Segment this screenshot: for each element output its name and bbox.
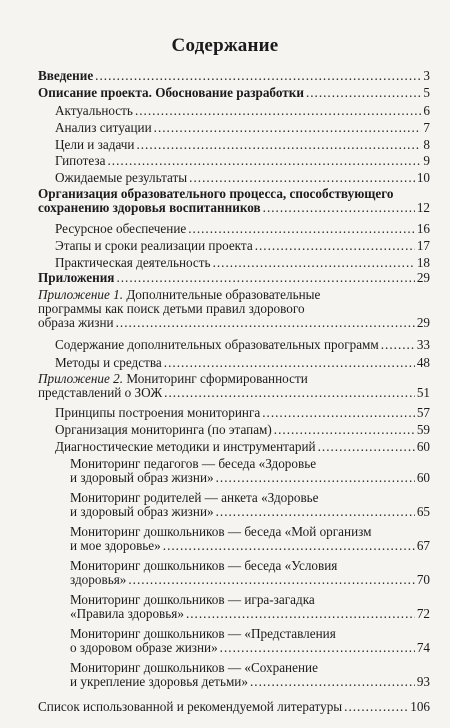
toc-entry-diagnostic-methods[interactable]: Диагностические методики и инструментарий ..... 60: [55, 440, 430, 454]
toc-entry-preschool-riddle[interactable]: Мониторинг дошкольников — игра-загадка «Правила здоровья» ..... 72: [70, 593, 430, 621]
page-number: 70: [416, 572, 430, 587]
toc-entry-methods[interactable]: Методы и средства ..... 48: [55, 356, 430, 370]
page-number: 8: [423, 137, 430, 152]
toc-entry-project-description[interactable]: Описание проекта. Обоснование разработки ..... 5: [38, 86, 430, 100]
page-number: 33: [416, 337, 430, 352]
page-number: 65: [416, 504, 430, 519]
toc-entry-preschool-preservation[interactable]: Мониторинг дошкольников — «Сохранение и укрепление здоровья детьми» ..... 93: [70, 661, 430, 689]
toc-entry-preschool-organism[interactable]: Мониторинг дошкольников — беседа «Мой организм и мое здоровье» ..... 67: [70, 525, 430, 553]
page-number: 74: [416, 640, 430, 655]
page-number: 9: [423, 153, 430, 168]
page-number: 6: [423, 103, 430, 118]
page-number: 29: [416, 270, 430, 285]
page-number: 51: [416, 385, 430, 400]
page-number: 3: [423, 68, 430, 83]
page-number: 60: [416, 439, 430, 454]
page-number: 93: [416, 674, 430, 689]
page-number: 57: [416, 405, 430, 420]
toc-entry-monitoring-organization[interactable]: Организация мониторинга (по этапам) ..... 59: [55, 423, 430, 437]
page-number: 5: [423, 85, 430, 100]
page-number: 67: [416, 538, 430, 553]
toc-entry-practice[interactable]: Практическая деятельность ..... 18: [55, 256, 430, 270]
toc-entry-expected-results[interactable]: Ожидаемые результаты ..... 10: [55, 171, 430, 185]
page-number: 10: [416, 170, 430, 185]
toc-entry-preschool-ideas[interactable]: Мониторинг дошкольников — «Представления о здоровом образе жизни» ..... 74: [70, 627, 430, 655]
toc-entry-goals[interactable]: Цели и задачи ..... 8: [55, 138, 430, 152]
page-number: 12: [416, 200, 430, 215]
toc-entry-teachers-monitoring[interactable]: Мониторинг педагогов — беседа «Здоровье и здоровый образ жизни» ..... 60: [70, 457, 430, 485]
page-number: 16: [416, 221, 430, 236]
toc-entry-hypothesis[interactable]: Гипотеза ..... 9: [55, 154, 430, 168]
toc-entry-appendix-2[interactable]: Приложение 2. Мониторинг сформированности представлений о ЗОЖ ..... 51: [38, 372, 430, 400]
page-number: 18: [416, 255, 430, 270]
toc-entry-stages[interactable]: Этапы и сроки реализации проекта ..... 17: [55, 239, 430, 253]
toc-entry-intro[interactable]: Введение ..... 3: [38, 69, 430, 83]
page-number: 72: [416, 606, 430, 621]
page-number: 60: [416, 470, 430, 485]
page-number: 17: [416, 238, 430, 253]
page-number: 7: [423, 120, 430, 135]
toc-entry-additional-programs[interactable]: Содержание дополнительных образовательных программ ..... 33: [55, 338, 430, 352]
toc-entry-appendix-1[interactable]: Приложение 1. Дополнительные образовательные программы как поиск детьми правил здорового образа жизни ..... 29: [38, 288, 430, 330]
toc-entry-parents-monitoring[interactable]: Мониторинг родителей — анкета «Здоровье и здоровый образ жизни» ..... 65: [70, 491, 430, 519]
toc-entry-resources[interactable]: Ресурсное обеспечение ..... 16: [55, 222, 430, 236]
page-number: 59: [416, 422, 430, 437]
page-number: 29: [416, 315, 430, 330]
page-number: 106: [410, 699, 430, 714]
page-title: Содержание: [171, 35, 279, 56]
page-number: 48: [416, 355, 430, 370]
toc-entry-education-process[interactable]: Организация образовательного процесса, способствующего сохранению здоровья воспитанников ..... 12: [38, 187, 430, 215]
toc-entry-preschool-conditions[interactable]: Мониторинг дошкольников — беседа «Условия здоровья» ..... 70: [70, 559, 430, 587]
toc-entry-bibliography[interactable]: Список использованной и рекомендуемой литературы ..... 106: [38, 700, 430, 714]
toc-entry-principles[interactable]: Принципы построения мониторинга ..... 57: [55, 406, 430, 420]
toc-entry-situation-analysis[interactable]: Анализ ситуации ..... 7: [55, 121, 430, 135]
toc-entry-appendices[interactable]: Приложения ..... 29: [38, 271, 430, 285]
toc-entry-relevance[interactable]: Актуальность ..... 6: [55, 104, 430, 118]
